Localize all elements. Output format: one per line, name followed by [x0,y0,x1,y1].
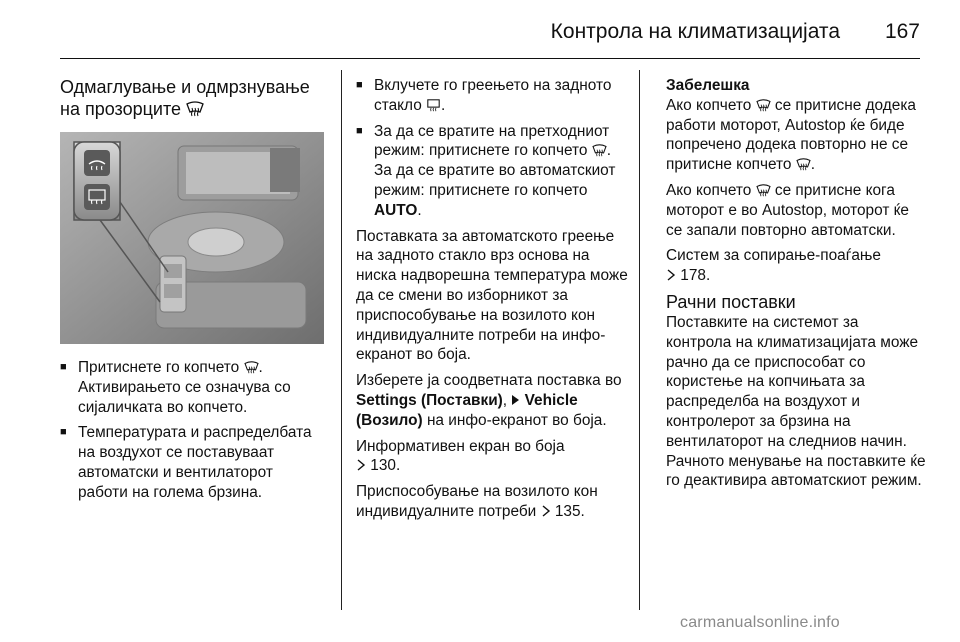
reference-page: 178. [680,267,711,285]
header-rule [60,58,920,59]
column-1 [60,76,326,509]
column-divider-1 [341,70,342,610]
bullet-marker: ■ [60,426,67,439]
reference-page: 130. [370,457,401,475]
menu-arrow-icon [511,394,520,406]
note-paragraph [666,181,928,240]
windshield-defrost-icon [796,158,811,171]
reference-text: Систем за сопирање-поаѓање [666,247,881,265]
bullet-text-end: . [417,201,422,219]
column-2 [356,76,628,528]
windshield-defrost-icon [186,101,204,117]
windshield-defrost-icon [592,144,607,157]
column-3 [666,76,928,497]
note-text: Ако копчето [666,181,752,199]
windshield-defrost-icon [244,361,259,374]
bullet-text-end: . [441,96,446,114]
note-text: се притисне додека работи моторот, Autostop ќе биде попречено додека повторно не се притисне копчето [666,96,916,174]
section-heading [60,76,326,120]
bullet-text: Температурата и распределбата на воздухот се поставуваат автоматски и вентилаторот работи на голема брзина. [78,424,312,501]
note-text: се притисне кога моторот е во Autostop, моторот ќе се запали повторно автоматски. [666,181,909,239]
bullet-text-rest: Активирањето се означува со сијаличката во копчето. [78,378,291,416]
bullet-text: Притиснете го копчето [78,359,240,376]
bullet-marker: ■ [356,79,363,91]
cross-reference[interactable] [356,482,628,522]
cross-reference[interactable] [666,246,928,286]
paragraph-text: на инфо-екранот во боја. [426,411,607,429]
heading-line-1: Одмаглување и одмрзнување [60,77,310,97]
bullet-item: ■ Притиснете го копчето . Активирањето се означува со сијаличката во копчето. [60,359,291,416]
reference-text: Информативен екран во боја [356,437,565,455]
header-title: Контрола на климатизацијата [550,20,840,43]
paragraph-text: Изберете ја соодветната поставка во [356,372,622,390]
note-paragraph [666,96,928,175]
vehicle-menu-label: Vehicle (Возило) [356,391,578,429]
cross-reference[interactable] [356,437,628,477]
windshield-defrost-icon [756,184,771,197]
bullet-text: Вклучете го греењето на задното стакло [374,77,612,114]
paragraph [356,371,628,430]
column-divider-2 [639,70,640,610]
separator: , [502,391,508,409]
note-text: Ако копчето [666,96,752,114]
bullet-marker: ■ [60,361,67,373]
bullet-marker: ■ [356,124,363,137]
bullet-text: За да се вратите на претходниот режим: притиснете го копчето [374,122,610,160]
page-reference-icon [666,269,676,281]
windshield-defrost-icon [756,99,771,112]
bullet-text-mid: . За да се вратите во автоматскиот режим: притиснете го копчето [374,142,616,199]
bullet-item [356,76,628,116]
bullet-item [60,423,326,502]
auto-label: AUTO [374,201,418,219]
note-title: Забелешка [666,77,750,94]
bullet-item [356,122,628,221]
page-header [60,14,920,58]
reference-text: Приспособување на возилото кон индивидуалните потреби [356,483,598,520]
settings-menu-label: Settings (Поставки) [356,391,503,409]
page-number: 167 [884,20,920,43]
paragraph: Поставките на системот за контрола на климатизацијата може рачно да се приспособат со користење на копчињата за распределба на воздухот и контролерот за брзина на вентилаторот на следниов начин. Рачното менување на поставките ќе го деактивира автоматскиот режим. [666,313,926,490]
page-reference-icon [541,505,551,517]
page-reference-icon [356,459,366,471]
watermark: carmanualsonline.info [680,614,840,631]
subsection-heading: Рачни поставки [666,291,796,312]
climate-control-photo [60,132,324,344]
heading-line-2: на прозорците [60,99,182,119]
reference-page: 135. [554,502,585,520]
note-text-end: . [810,156,816,174]
paragraph: Поставката за автоматското греење на задното стакло врз основа на ниска надворешна температура може да се смени во изборникот за приспособување на возилото кон индивидуалните потреби на инфо-екранот во боја. [356,227,628,364]
rear-window-defrost-icon [426,99,441,112]
